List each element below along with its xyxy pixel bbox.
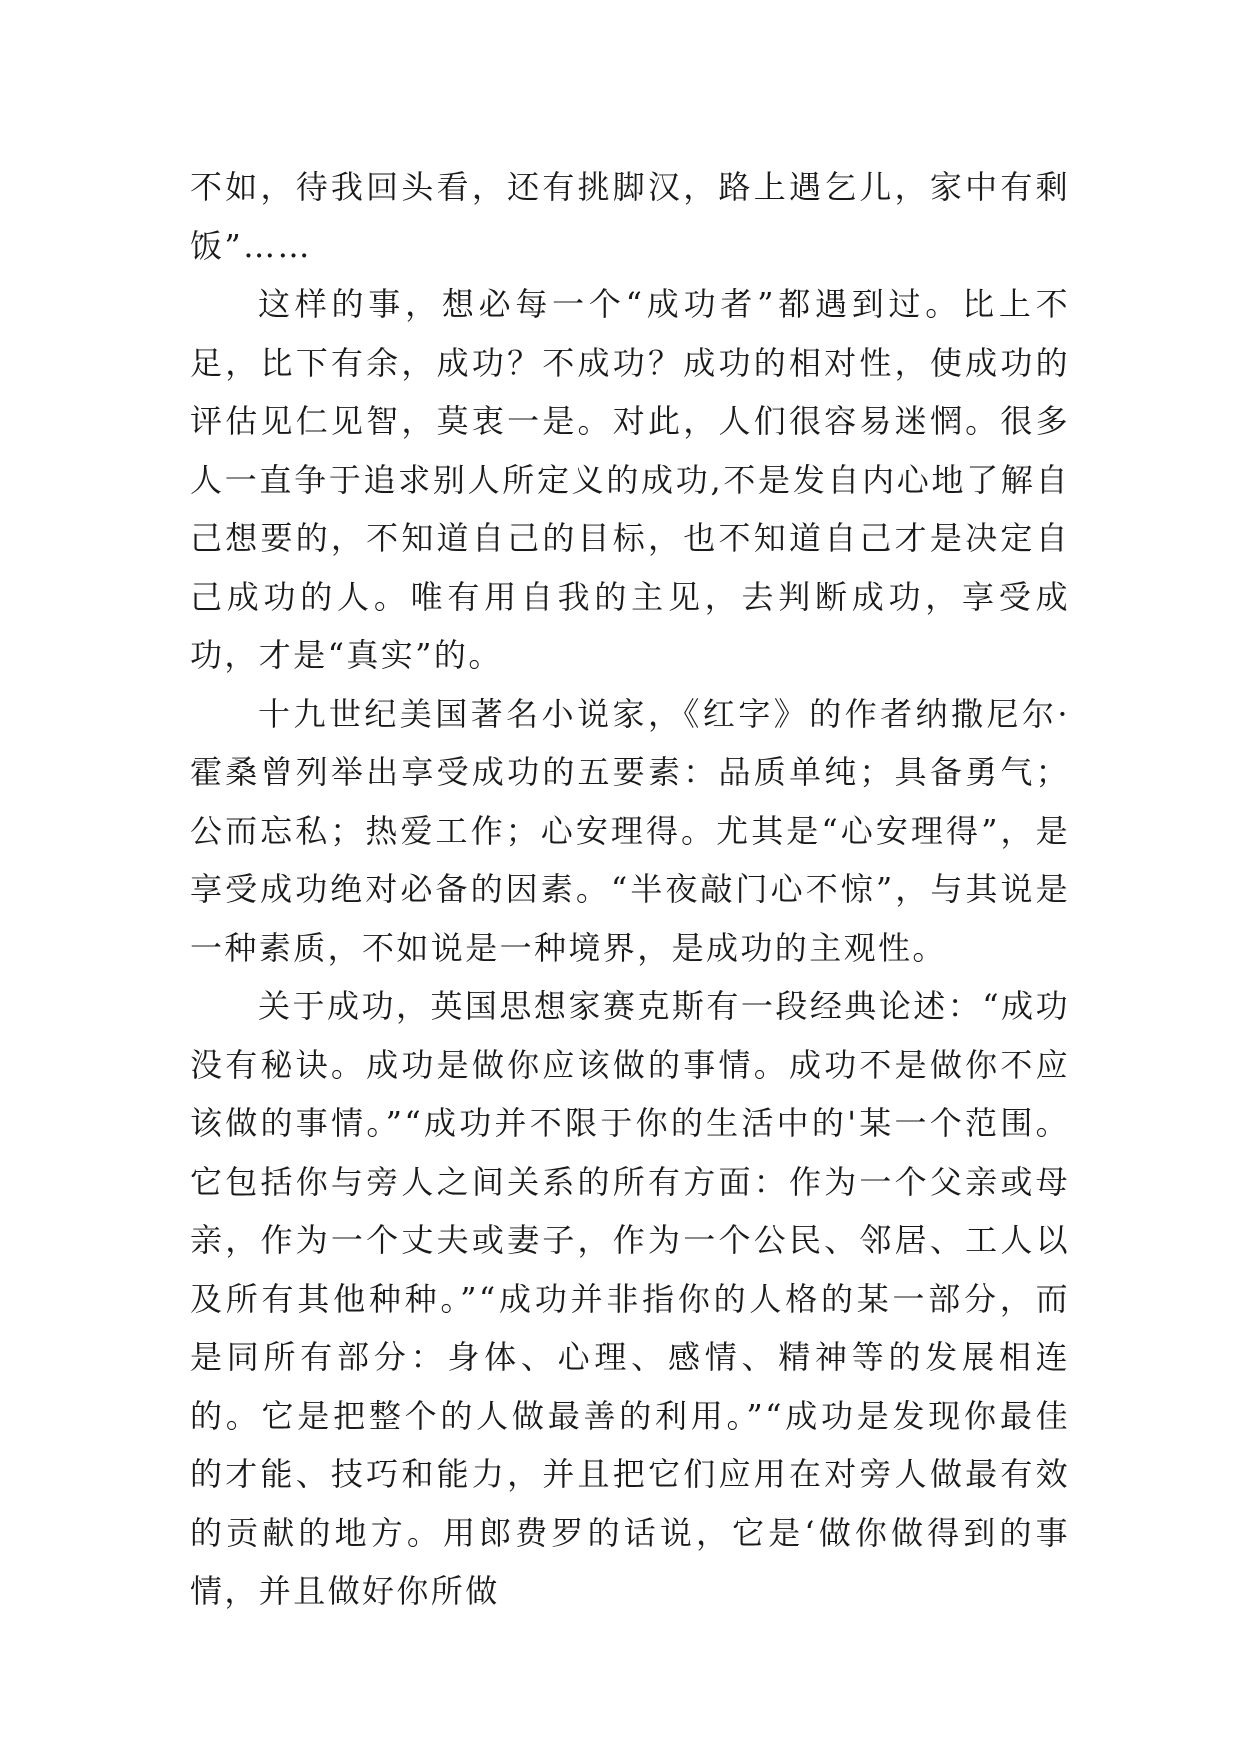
paragraph-continuation: 不如，待我回头看，还有挑脚汉，路上遇乞儿，家中有剩饭”…… xyxy=(190,168,1070,265)
paragraph-sykes-quote: 关于成功，英国思想家赛克斯有一段经典论述：“成功没有秘诀。成功是做你应该做的事情。成功不是做你不应该做的事情。”“成功并不限于你的生活中的'某一个范围。它包括你与旁人之间关系的所有方面：作为一个父亲或母亲，作为一个丈夫或妻子，作为一个公民、邻居、工人以及所有其他种种。”“成功并非指你的人格的某一部分，而是同所有部分：身体、心理、感情、精神等的发展相连的。它是把整个的人做最善的利用。”“成功是发现你最佳的才能、技巧和能力，并且把它们应用在对旁人做最有效的贡献的地方。用郎费罗的话说，它是‘做你做得到的事情，并且做好你所做 xyxy=(190,987,1070,1610)
paragraph-success-relativity: 这样的事，想必每一个“成功者”都遇到过。比上不足，比下有余，成功？不成功？成功的相对性，使成功的评估见仁见智，莫衷一是。对此，人们很容易迷惘。很多人一直争于追求别人所定义的成功,不是发自内心地了解自己想要的，不知道自己的目标，也不知道自己才是决定自己成功的人。唯有用自我的主见，去判断成功，享受成功，才是“真实”的。 xyxy=(190,285,1070,674)
paragraph-hawthorne-elements: 十九世纪美国著名小说家，《红字》的作者纳撒尼尔·霍桑曾列举出享受成功的五要素：品质单纯；具备勇气；公而忘私；热爱工作；心安理得。尤其是“心安理得”，是享受成功绝对必备的因素。“半夜敲门心不惊”，与其说是一种素质，不如说是一种境界，是成功的主观性。 xyxy=(190,694,1070,967)
document-body xyxy=(190,158,1070,1621)
